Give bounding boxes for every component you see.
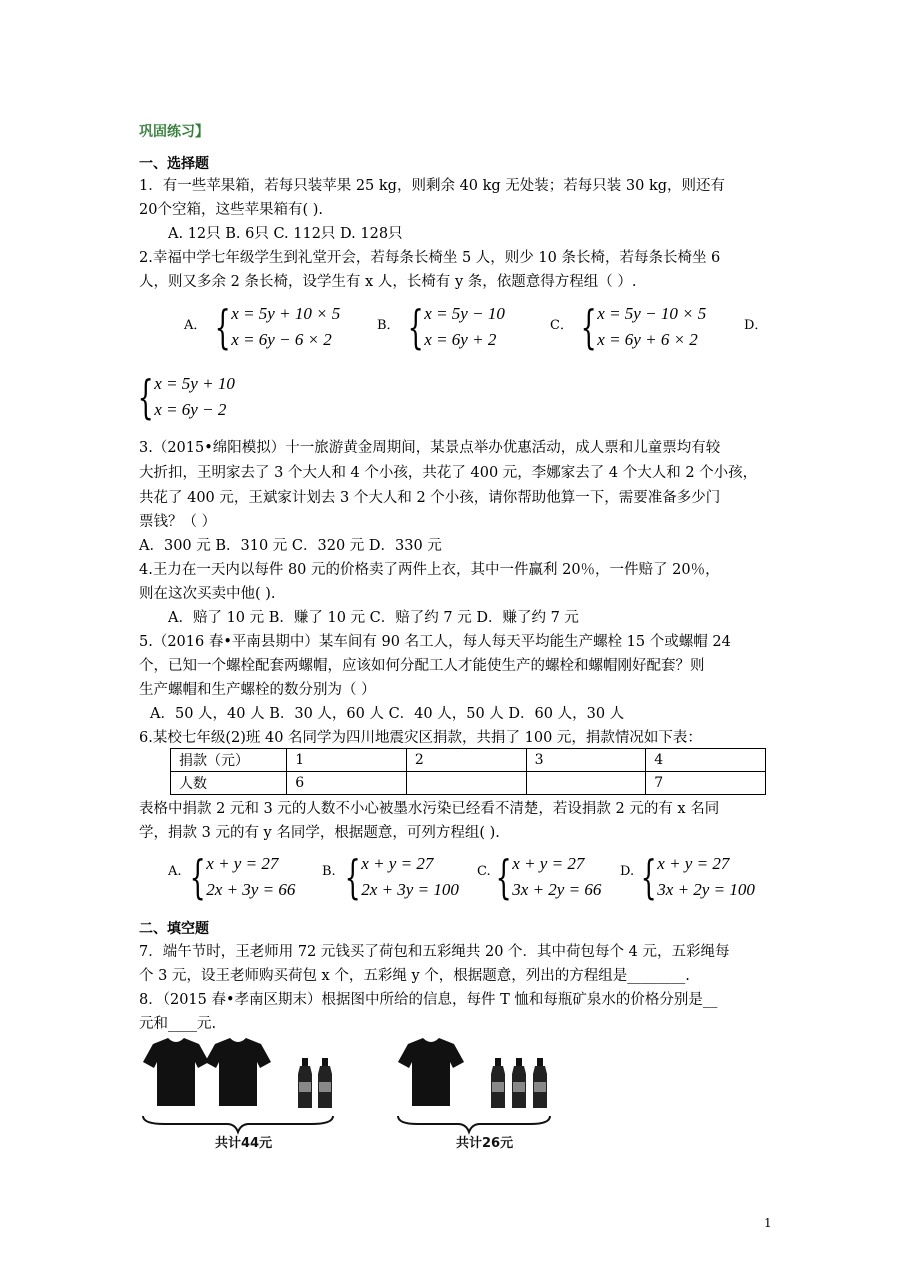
q4-line2: 则在这次买卖中他( ). xyxy=(139,586,276,602)
q5-options: A．50 人，40 人 B．30 人，60 人 C．40 人，50 人 D．60 人，30 人 xyxy=(150,706,625,722)
donation-table xyxy=(170,748,766,795)
q2-option-a-label: A． xyxy=(184,318,207,333)
q6-option-a-system xyxy=(187,851,295,903)
q2-c-eq1: x = 5y − 10 × 5 xyxy=(597,304,707,323)
q6-a-eq2: 2x + 3y = 66 xyxy=(206,880,296,899)
figure-two-shirts-two-bottles xyxy=(135,1036,350,1156)
q3-line2: 大折扣，王明家去了 3 个大人和 4 个小孩，共花了 400 元，李娜家去了 4 个大人和 2 个小孩， xyxy=(139,465,758,481)
q6-option-d-label: D. xyxy=(620,864,635,879)
q2-option-a-system xyxy=(212,301,340,353)
q6-a-eq1: x + y = 27 xyxy=(206,854,279,873)
q6-d-eq2: 3x + 2y = 100 xyxy=(657,880,755,899)
brace-icon: { xyxy=(137,370,154,424)
q6-option-a-label: A. xyxy=(168,864,182,879)
bottle-icon xyxy=(512,1058,526,1108)
figure2-caption: 共计26元 xyxy=(456,1136,514,1151)
q6-b-eq1: x + y = 27 xyxy=(361,854,434,873)
table-cell xyxy=(406,772,526,795)
table-cell: 2 xyxy=(406,749,526,772)
tshirt-icon xyxy=(205,1038,271,1106)
table-row xyxy=(171,749,766,772)
q4-line1: 4.王力在一天内以每件 80 元的价格卖了两件上衣，其中一件赢利 20％，一件赔了 20％， xyxy=(139,562,720,578)
table-cell: 6 xyxy=(287,772,407,795)
q6-option-c-label: C. xyxy=(477,864,491,879)
q2-a-eq2: x = 6y − 6 × 2 xyxy=(231,330,332,349)
q8-line2: 元和____元. xyxy=(139,1016,217,1032)
q6-option-b-system xyxy=(342,851,459,903)
q6-c-eq2: 3x + 2y = 66 xyxy=(512,880,602,899)
brace-icon: { xyxy=(495,850,512,904)
q7-line2: 个 3 元，设王老师购买荷包 x 个，五彩绳 y 个，根据题意，列出的方程组是________. xyxy=(139,968,690,984)
q6-d-eq1: x + y = 27 xyxy=(657,854,730,873)
figure1-caption: 共计44元 xyxy=(215,1136,273,1151)
q3-line3: 共花了 400 元，王斌家计划去 3 个大人和 2 个小孩，请你帮助他算一下，需要准备多少门 xyxy=(139,490,721,506)
q2-option-c-system xyxy=(578,301,706,353)
q4-options: A．赔了 10 元 B．赚了 10 元 C．赔了约 7 元 D．赚了约 7 元 xyxy=(168,610,579,626)
q6-b-eq2: 2x + 3y = 100 xyxy=(361,880,459,899)
q6-option-b-label: B. xyxy=(322,864,336,879)
q2-option-b-label: B． xyxy=(377,318,400,333)
q8-line1: 8．（2015 春•孝南区期末）根据图中所给的信息，每件 T 恤和每瓶矿泉水的价格分别是__ xyxy=(139,992,718,1008)
q2-d-eq1: x = 5y + 10 xyxy=(154,374,235,393)
q6-line2: 表格中捐款 2 元和 3 元的人数不小心被墨水污染已经看不清楚，若设捐款 2 元的有 x 名同 xyxy=(139,801,720,817)
section-heading: 巩固练习】 xyxy=(139,124,209,140)
bottle-icon xyxy=(491,1058,505,1108)
q1-options: A. 12只 B. 6只 C. 112只 D. 128只 xyxy=(168,226,403,242)
q1-line1: 1．有一些苹果箱，若每只装苹果 25 kg，则剩余 40 kg 无处装；若每只装 30 kg，则还有 xyxy=(139,178,726,194)
table-cell: 3 xyxy=(526,749,646,772)
q6-line1: 6.某校七年级(2)班 40 名同学为四川地震灾区捐款，共捐了 100 元，捐款情况如下表： xyxy=(139,730,702,746)
table-row xyxy=(171,772,766,795)
q1-line2: 20个空箱，这些苹果箱有( ). xyxy=(139,202,323,218)
figure-one-shirt-three-bottles xyxy=(390,1036,560,1156)
q2-option-d-system xyxy=(135,371,235,423)
q3-line1: 3.（2015•绵阳模拟）十一旅游黄金周期间，某景点举办优惠活动，成人票和儿童票均有较 xyxy=(139,440,721,456)
q2-d-eq2: x = 6y − 2 xyxy=(154,400,227,419)
q2-c-eq2: x = 6y + 6 × 2 xyxy=(597,330,698,349)
q6-line3: 学，捐款 3 元的有 y 名同学，根据题意，可列方程组( ). xyxy=(139,825,500,841)
bottle-icon xyxy=(318,1058,332,1108)
table-cell: 人数 xyxy=(171,772,287,795)
q3-line4: 票钱？（ ） xyxy=(139,514,217,530)
table-cell: 7 xyxy=(646,772,766,795)
q6-option-d-system xyxy=(638,851,755,903)
brace-icon: { xyxy=(580,300,597,354)
q2-option-b-system xyxy=(405,301,505,353)
table-cell: 捐款（元） xyxy=(171,749,287,772)
bottle-icon xyxy=(298,1058,312,1108)
q6-c-eq1: x + y = 27 xyxy=(512,854,585,873)
brace-icon: { xyxy=(344,850,361,904)
part2-title: 二、填空题 xyxy=(139,921,209,937)
q7-line1: 7．端午节时，王老师用 72 元钱买了荷包和五彩绳共 20 个．其中荷包每个 4 元，五彩绳每 xyxy=(139,944,730,960)
table-cell: 1 xyxy=(287,749,407,772)
q2-a-eq1: x = 5y + 10 × 5 xyxy=(231,304,341,323)
table-cell xyxy=(526,772,646,795)
tshirt-icon xyxy=(398,1038,464,1106)
q2-b-eq1: x = 5y − 10 xyxy=(424,304,505,323)
part1-title: 一、选择题 xyxy=(139,156,209,172)
bottle-icon xyxy=(533,1058,547,1108)
q2-b-eq2: x = 6y + 2 xyxy=(424,330,497,349)
q3-options: A．300 元 B．310 元 C．320 元 D．330 元 xyxy=(139,538,442,554)
q2-option-d-label: D． xyxy=(744,318,768,333)
table-cell: 4 xyxy=(646,749,766,772)
page-number: 1 xyxy=(764,1216,772,1230)
brace-icon: { xyxy=(407,300,424,354)
brace-icon: { xyxy=(189,850,206,904)
brace-icon: { xyxy=(214,300,231,354)
q2-line1: 2.幸福中学七年级学生到礼堂开会，若每条长椅坐 5 人，则少 10 条长椅，若每条长椅坐 6 xyxy=(139,250,721,266)
tshirt-icon xyxy=(143,1038,209,1106)
brace-icon: { xyxy=(640,850,657,904)
q2-option-c-label: C． xyxy=(550,318,573,333)
q5-line1: 5.（2016 春•平南县期中）某车间有 90 名工人，每人每天平均能生产螺栓 15 个或螺帽 24 xyxy=(139,634,731,650)
q2-line2: 人，则又多余 2 条长椅，设学生有 x 人，长椅有 y 条，依题意得方程组（ ）. xyxy=(139,274,637,290)
q5-line2: 个，已知一个螺栓配套两螺帽，应该如何分配工人才能使生产的螺栓和螺帽刚好配套？则 xyxy=(139,658,705,674)
q5-line3: 生产螺帽和生产螺栓的数分别为（ ） xyxy=(139,682,376,698)
q6-option-c-system xyxy=(493,851,601,903)
